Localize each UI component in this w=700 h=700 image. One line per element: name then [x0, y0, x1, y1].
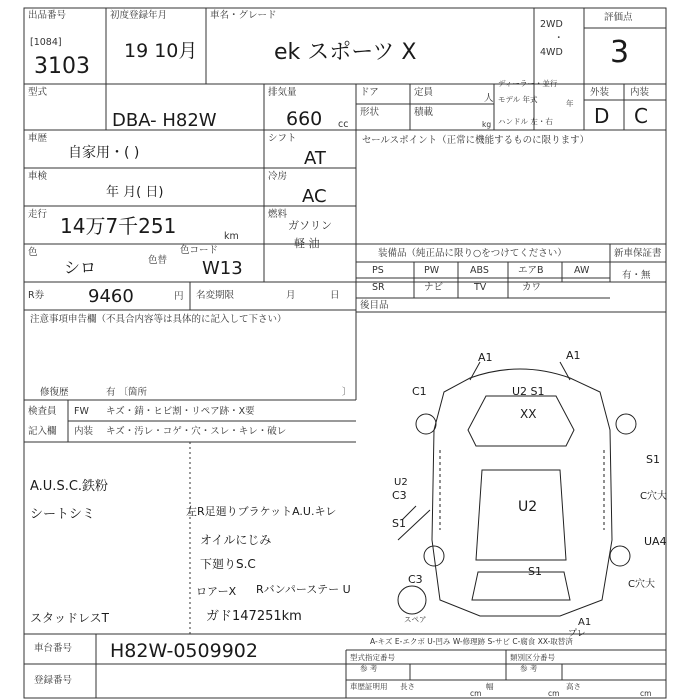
shift-value: AT: [304, 148, 326, 169]
model-year-label: モデル 年式: [498, 95, 538, 104]
shape-label: 形状: [360, 107, 380, 118]
mark-c3-rear: C3: [408, 573, 423, 586]
first-reg-label: 初度登録年月: [110, 10, 168, 21]
mark-xx: XX: [520, 407, 537, 421]
equip-aw: AW: [574, 265, 590, 276]
load-unit: kg: [482, 120, 492, 129]
mark-pure: プレ: [568, 629, 586, 639]
remark-6: ロアーX: [196, 585, 237, 598]
equip-tv: TV: [474, 282, 487, 293]
mark-c3-left: C3: [392, 489, 407, 502]
lot-label: 出品番号: [28, 10, 67, 21]
remark-8: スタッドレスT: [30, 611, 109, 625]
term-month: 月: [286, 290, 296, 301]
length-cm: cm: [470, 689, 482, 698]
term-day: 日: [330, 290, 340, 301]
dealer-label: ディーラー・並行: [498, 79, 558, 88]
drive-dot: ・: [554, 33, 564, 44]
shift-label: シフト: [268, 133, 297, 144]
recycle-value: 9460: [88, 286, 134, 307]
int-value: C: [634, 104, 648, 128]
height-cm: cm: [640, 689, 652, 698]
ext-value: D: [594, 104, 610, 128]
chassis-label: 車台番号: [34, 643, 73, 654]
warranty-value: 有・無: [622, 270, 651, 281]
type-label: 型式: [28, 87, 48, 98]
type-value: DBA- H82W: [112, 110, 217, 131]
year-unit: 年: [566, 99, 574, 108]
equip-pw: PW: [424, 265, 440, 276]
checks-label2: 記入欄: [28, 426, 57, 437]
mark-ua4: UA4: [644, 535, 667, 548]
width-cm: cm: [548, 689, 560, 698]
grade-label: 評価点: [604, 12, 633, 23]
mark-c1: C1: [412, 385, 427, 398]
car-name-label: 車名・グレード: [210, 10, 277, 21]
remark-5: 下廻りS.C: [200, 557, 256, 571]
load-label: 積載: [414, 107, 434, 118]
damage-legend: A-キズ E-エクボ U-凹み W-修理跡 S-サビ C-腐食 XX-取替済: [370, 637, 573, 646]
term-label: 名変期限: [196, 290, 235, 301]
checks-row2-text: キズ・汚レ・コゲ・穴・スレ・キレ・破レ: [106, 426, 287, 437]
color-label: 色: [28, 247, 38, 258]
color-change-label: 色替: [148, 255, 168, 266]
mark-spare: スペア: [404, 615, 427, 624]
height-label: 高さ: [566, 682, 581, 691]
checks-row1-text: キズ・錆・ヒビ割・リペア跡・X要: [106, 406, 255, 417]
mark-s1-left: S1: [392, 517, 406, 530]
capacity-unit: 人: [484, 93, 494, 104]
equipment-label: 装備品（純正品に限り○をつけてください）: [378, 248, 567, 259]
recycle-label: R券: [28, 290, 45, 301]
equip-ps: PS: [372, 265, 384, 276]
drive-4wd: 4WD: [540, 47, 563, 58]
mark-u2s1: U2 S1: [512, 385, 545, 398]
recycle-unit: 円: [174, 291, 184, 302]
equip-airbag: エアB: [518, 265, 544, 276]
reg-cert-label: 車歴証明用: [350, 682, 388, 691]
sales-point-label: セールスポイント（正常に機能するものに限ります）: [362, 135, 590, 146]
equip-leather: カワ: [522, 282, 542, 293]
remark-3: 左R足廻りブラケットA.U.キレ: [186, 505, 337, 518]
length-label: 長さ: [400, 682, 415, 691]
int-label: 内装: [630, 87, 650, 98]
fuel-diesel: 軽 油: [294, 237, 320, 250]
disp-label: 排気量: [268, 87, 297, 98]
mark-a1-front-left: A1: [478, 351, 493, 364]
cert-label: 型式指定番号: [350, 653, 395, 662]
ac-label: 冷房: [268, 171, 288, 182]
registration-label: 登録番号: [34, 675, 73, 686]
inspection-value: 年 月( 日): [106, 185, 164, 200]
repair-label: 修復歴: [40, 387, 69, 398]
capacity-label: 定員: [414, 87, 434, 98]
cert-ref: 参 考: [360, 664, 378, 673]
checks-row1-head: FW: [74, 406, 89, 417]
remark-7: Rバンパーステー U: [256, 583, 351, 596]
remark-9: ガド147251km: [206, 609, 302, 624]
equip-sr: SR: [372, 282, 385, 293]
mark-c-ana-right: C穴大: [640, 491, 667, 502]
door-label: ドア: [360, 87, 379, 98]
disp-unit: cc: [338, 119, 349, 130]
mark-a1-rear: A1: [578, 617, 592, 628]
fuel-gas: ガソリン: [288, 219, 332, 232]
fuel-label: 燃料: [268, 209, 288, 220]
mark-s1-right: S1: [646, 453, 660, 466]
ext-label: 外装: [590, 87, 610, 98]
ac-value: AC: [302, 186, 327, 207]
equip-navi: ナビ: [424, 282, 444, 293]
first-reg-value: 19 10月: [124, 40, 198, 62]
rear-seat-label: 後目品: [360, 300, 389, 311]
chassis-value: H82W-0509902: [110, 640, 258, 662]
repair-value: 有 〔箇所: [106, 387, 148, 398]
lot-number: 3103: [34, 54, 90, 79]
checks-label1: 検査員: [28, 406, 57, 417]
color-code-value: W13: [202, 258, 243, 279]
mark-u2-center: U2: [518, 499, 538, 515]
mark-c-ana-rear: C穴大: [628, 579, 655, 590]
color-value: シロ: [64, 258, 97, 277]
color-code-label: 色コード: [180, 245, 219, 256]
remark-1: A.U.S.C.鉄粉: [30, 479, 109, 494]
handle-label: ハンドル 左・右: [498, 117, 553, 126]
warranty-label: 新車保証書: [614, 248, 662, 259]
cat-label: 類別区分番号: [510, 653, 555, 662]
car-diagram: [398, 362, 636, 616]
inspection-label: 車検: [28, 171, 48, 182]
mileage-value: 14万7千251: [60, 214, 177, 238]
history-value: 自家用・( ): [68, 145, 140, 161]
remark-4: オイルにじみ: [200, 533, 272, 547]
mark-u2-left: U2: [394, 477, 408, 488]
grade-value: 3: [610, 35, 630, 70]
disp-value: 660: [286, 108, 323, 130]
mark-s1-rear: S1: [528, 565, 542, 578]
notes-label: 注意事項申告欄（不具合内容等は具体的に記入して下さい）: [30, 314, 287, 325]
mark-a1-front-right: A1: [566, 349, 581, 362]
equip-abs: ABS: [470, 265, 489, 276]
drive-2wd: 2WD: [540, 19, 563, 30]
mileage-unit: km: [224, 231, 239, 242]
history-label: 車歴: [28, 133, 48, 144]
remark-2: シートシミ: [30, 507, 96, 522]
checks-row2-head: 内装: [74, 426, 94, 437]
mileage-label: 走行: [28, 209, 48, 220]
car-name-value: ek スポーツ X: [274, 40, 417, 65]
cat-ref: 参 考: [520, 664, 538, 673]
width-label: 幅: [486, 682, 494, 691]
repair-close: 〕: [342, 387, 352, 398]
lot-sub: [1084]: [30, 37, 62, 48]
